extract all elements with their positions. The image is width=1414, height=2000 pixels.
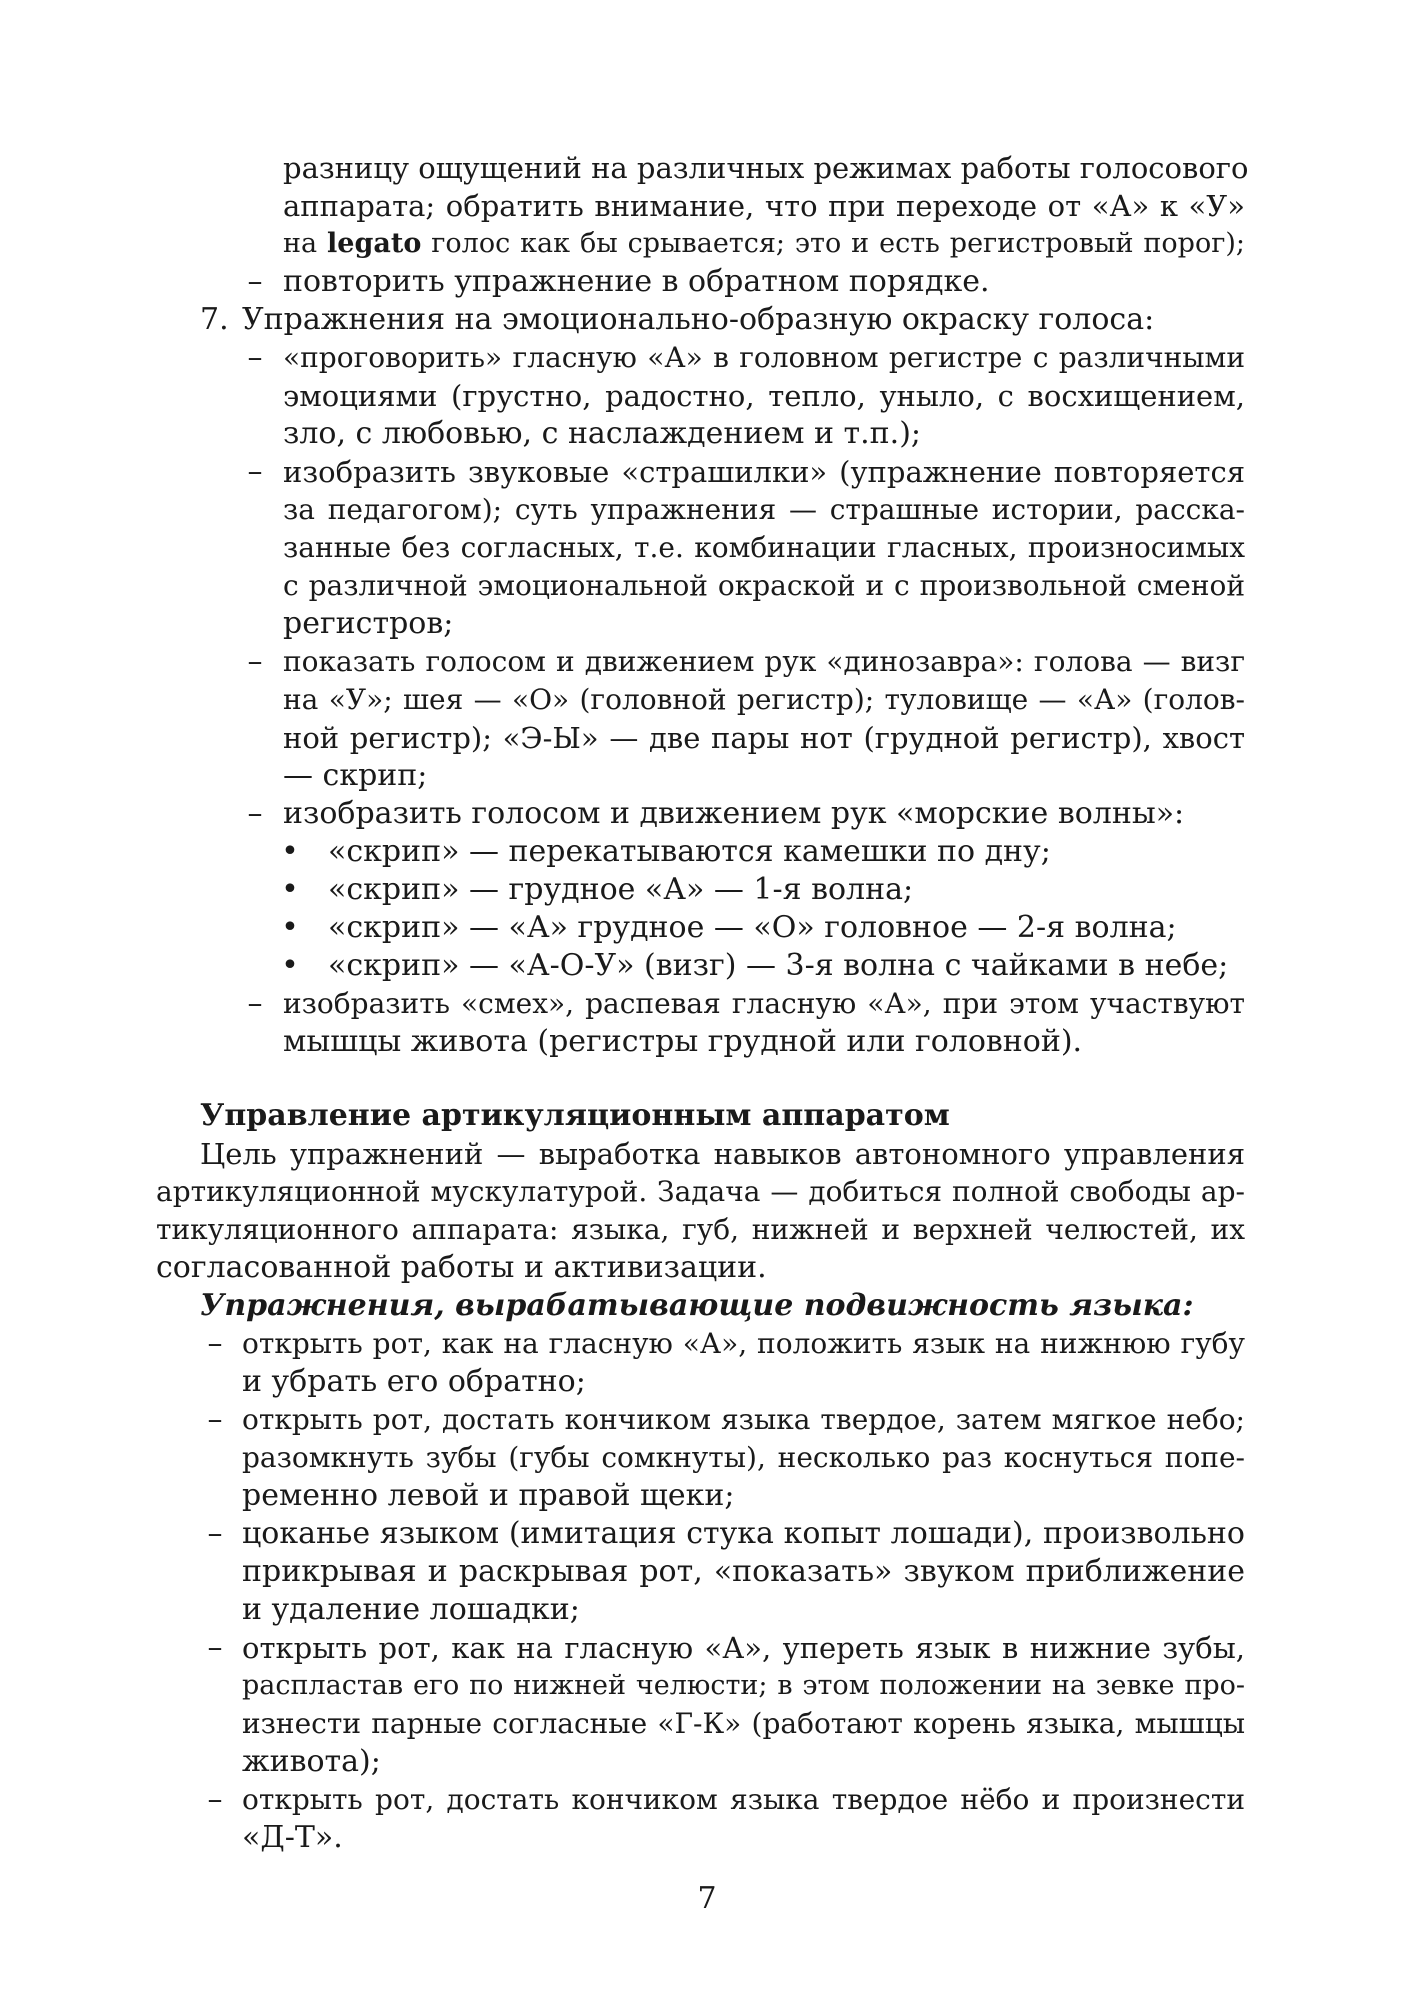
list-item: – изобразить «смех», распевая гласную «А», при этом участвуют [247, 986, 1245, 1021]
list-item: – изобразить голосом и движением рук «морские волны»: [247, 796, 1185, 831]
legato-term: legato [327, 228, 422, 259]
text-line: регистров; [283, 606, 454, 641]
text-line: ременно левой и правой щеки; [242, 1478, 735, 1513]
paragraph-line: артикуляционной мускулатурой. Задача — добиться полной свободы ар- [156, 1175, 1245, 1208]
section-heading: Управление артикуляционным аппаратом [200, 1098, 950, 1133]
list-item: – открыть рот, как на гласную «А», упереть язык в нижние зубы, [207, 1630, 1245, 1665]
text-line: аппарата; обратить внимание, что при переходе от «А» к «У» [283, 189, 1245, 223]
paragraph-line: Цель упражнений — выработка навыков автономного управления [200, 1137, 1245, 1171]
list-item: – «проговорить» гласную «А» в головном регистре с различными [247, 340, 1245, 375]
paragraph-line: тикуляционного аппарата: языка, губ, нижней и верхней челюстей, их [156, 1213, 1245, 1246]
list-item: – открыть рот, достать кончиком языка твердое, затем мягкое небо; [207, 1402, 1245, 1437]
text-line: мышцы живота (регистры грудной или головной). [283, 1024, 1083, 1059]
text-line: на legato голос как бы срывается; это и есть регистровый порог); [283, 228, 1245, 259]
subheading: Упражнения, вырабатывающие подвижность языка: [200, 1288, 1194, 1323]
text-line: на «У»; шея — «О» (головной регистр); туловище — «А» (голов- [283, 683, 1245, 716]
text-line: — скрип; [283, 758, 428, 793]
text-line: с различной эмоциональной окраской и с произвольной сменой [283, 569, 1245, 602]
list-item: – повторить упражнение в обратном порядке. [247, 264, 990, 299]
text-line: разницу ощущений на различных режимах работы голосового [283, 151, 1249, 185]
text-line: эмоциями (грустно, радостно, тепло, уныло, с восхищением, [283, 379, 1245, 413]
text-line: за педагогом); суть упражнения — страшные истории, расска- [283, 493, 1245, 526]
text-line: живота); [242, 1744, 381, 1779]
text-line: и убрать его обратно; [242, 1364, 586, 1399]
list-item: – открыть рот, как на гласную «А», положить язык на нижнюю губу [207, 1326, 1245, 1361]
list-item: – цоканье языком (имитация стука копыт лошади), произвольно [207, 1516, 1245, 1551]
text-line: изнести парные согласные «Г-К» (работают корень языка, мышцы [242, 1707, 1245, 1740]
paragraph-line: согласованной работы и активизации. [156, 1250, 767, 1285]
text-line: «Д-Т». [242, 1820, 343, 1855]
text-line: прикрывая и раскрывая рот, «показать» звуком приближение [242, 1554, 1245, 1589]
list-item: – изобразить звуковые «страшилки» (упражнение повторяется [247, 454, 1245, 489]
text-line: разомкнуть зубы (губы сомкнуты), несколько раз коснуться попе- [242, 1441, 1245, 1474]
bullet-item: • «скрип» — перекатываются камешки по дну; [281, 834, 1051, 869]
text-line: занные без согласных, т.е. комбинации гласных, произносимых [283, 531, 1245, 564]
bullet-item: • «скрип» — «А-О-У» (визг) — 3-я волна с чайками в небе; [281, 948, 1229, 983]
list-item: – открыть рот, достать кончиком языка твердое нёбо и произнести [207, 1782, 1245, 1817]
page-number: 7 [697, 1881, 717, 1916]
bullet-item: • «скрип» — «А» грудное — «О» головное — 2-я волна; [281, 910, 1177, 945]
numbered-item: 7. Упражнения на эмоционально-образную окраску голоса: [200, 302, 1155, 337]
text-line: и удаление лошадки; [242, 1592, 580, 1627]
list-item: – показать голосом и движением рук «динозавра»: голова — визг [247, 644, 1245, 679]
text-line: ной регистр); «Э-Ы» — две пары нот (грудной регистр), хвост [283, 721, 1245, 755]
text-line: распластав его по нижней челюсти; в этом положении на зевке про- [242, 1670, 1245, 1701]
bullet-item: • «скрип» — грудное «А» — 1-я волна; [281, 872, 914, 907]
text-line: зло, с любовью, с наслаждением и т.п.); [283, 416, 922, 451]
